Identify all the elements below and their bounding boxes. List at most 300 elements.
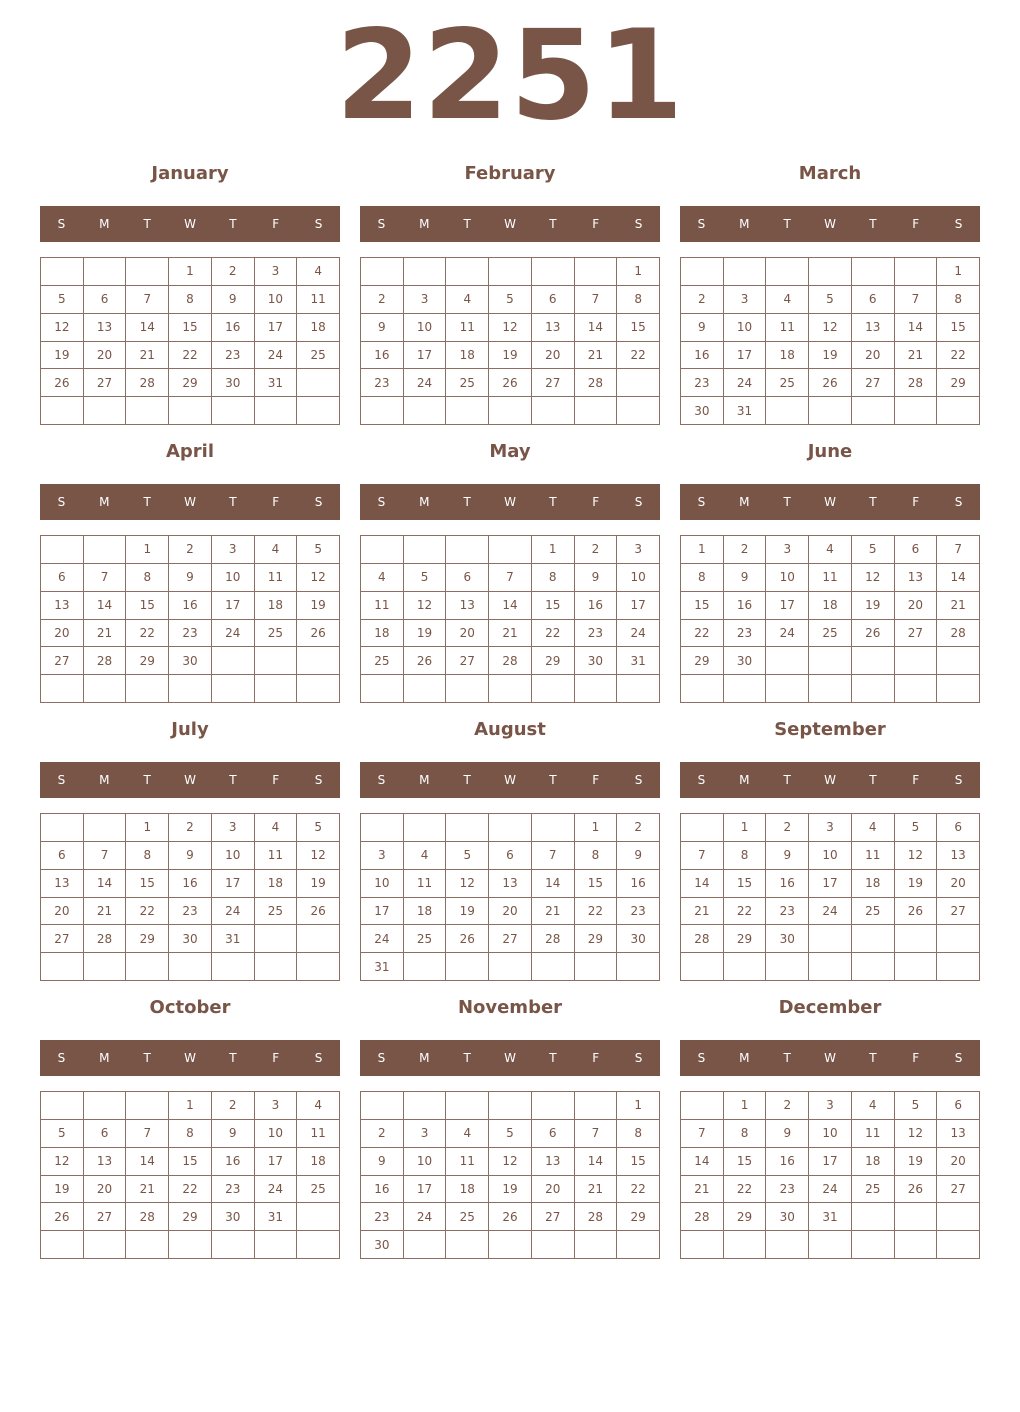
day-cell: 2 bbox=[169, 536, 212, 564]
weekday-header bbox=[40, 206, 340, 242]
empty-day-cell bbox=[681, 675, 724, 703]
day-grid bbox=[360, 813, 660, 981]
day-cell: 27 bbox=[895, 620, 938, 648]
day-cell: 12 bbox=[489, 314, 532, 342]
day-cell: 13 bbox=[41, 870, 84, 898]
day-cell: 30 bbox=[575, 647, 618, 675]
day-grid bbox=[680, 257, 980, 425]
day-cell: 18 bbox=[446, 342, 489, 370]
weekday-label: T bbox=[143, 773, 151, 787]
weekday-label: S bbox=[377, 773, 386, 787]
day-cell: 15 bbox=[937, 314, 980, 342]
weekday-header bbox=[40, 484, 340, 520]
day-cell: 14 bbox=[575, 1148, 618, 1176]
empty-day-cell bbox=[937, 1203, 980, 1231]
day-cell: 17 bbox=[212, 592, 255, 620]
day-cell: 23 bbox=[766, 898, 809, 926]
day-cell: 10 bbox=[212, 842, 255, 870]
empty-day-cell bbox=[895, 925, 938, 953]
day-cell: 14 bbox=[937, 564, 980, 592]
day-cell: 20 bbox=[84, 342, 127, 370]
day-cell: 24 bbox=[809, 898, 852, 926]
empty-day-cell bbox=[489, 536, 532, 564]
day-cell: 30 bbox=[617, 925, 660, 953]
weekday-label: M bbox=[99, 495, 110, 509]
empty-day-cell bbox=[766, 397, 809, 425]
weekday-label: W bbox=[824, 217, 836, 231]
day-cell: 15 bbox=[617, 1148, 660, 1176]
day-cell: 10 bbox=[724, 314, 767, 342]
weekday-label: S bbox=[954, 1051, 963, 1065]
day-cell: 11 bbox=[297, 286, 340, 314]
day-cell: 16 bbox=[724, 592, 767, 620]
day-cell: 18 bbox=[297, 314, 340, 342]
day-cell: 16 bbox=[169, 592, 212, 620]
day-cell: 13 bbox=[84, 1148, 127, 1176]
empty-day-cell bbox=[937, 675, 980, 703]
day-cell: 29 bbox=[575, 925, 618, 953]
weekday-label: T bbox=[229, 217, 237, 231]
weekday-label: M bbox=[419, 1051, 430, 1065]
empty-day-cell bbox=[681, 953, 724, 981]
month-name: December bbox=[778, 997, 882, 1018]
empty-day-cell bbox=[575, 953, 618, 981]
day-cell: 22 bbox=[126, 898, 169, 926]
weekday-label: S bbox=[57, 217, 66, 231]
empty-day-cell bbox=[766, 1231, 809, 1259]
empty-day-cell bbox=[489, 1092, 532, 1120]
empty-day-cell bbox=[41, 953, 84, 981]
weekday-label: F bbox=[912, 495, 920, 509]
weekday-label: T bbox=[463, 1051, 471, 1065]
day-cell: 11 bbox=[852, 1120, 895, 1148]
empty-day-cell bbox=[361, 814, 404, 842]
day-cell: 21 bbox=[84, 620, 127, 648]
day-cell: 22 bbox=[532, 620, 575, 648]
day-cell: 1 bbox=[617, 258, 660, 286]
day-cell: 15 bbox=[169, 314, 212, 342]
weekday-header bbox=[680, 484, 980, 520]
weekday-label: F bbox=[272, 217, 280, 231]
weekday-label: M bbox=[739, 773, 750, 787]
day-cell: 13 bbox=[489, 870, 532, 898]
day-cell: 19 bbox=[297, 592, 340, 620]
empty-day-cell bbox=[766, 675, 809, 703]
day-cell: 19 bbox=[41, 1176, 84, 1204]
day-cell: 16 bbox=[617, 870, 660, 898]
day-cell: 15 bbox=[575, 870, 618, 898]
day-cell: 25 bbox=[852, 898, 895, 926]
day-cell: 29 bbox=[169, 369, 212, 397]
day-cell: 10 bbox=[255, 286, 298, 314]
empty-day-cell bbox=[126, 1092, 169, 1120]
weekday-label: M bbox=[99, 1051, 110, 1065]
weekday-label: T bbox=[549, 773, 557, 787]
weekday-label: T bbox=[549, 495, 557, 509]
month-name: February bbox=[464, 163, 556, 184]
day-cell: 25 bbox=[446, 1203, 489, 1231]
empty-day-cell bbox=[532, 258, 575, 286]
day-cell: 8 bbox=[617, 1120, 660, 1148]
weekday-label: F bbox=[592, 773, 600, 787]
day-cell: 24 bbox=[404, 369, 447, 397]
day-cell: 28 bbox=[681, 925, 724, 953]
weekday-label: F bbox=[272, 495, 280, 509]
empty-day-cell bbox=[212, 675, 255, 703]
empty-day-cell bbox=[895, 1203, 938, 1231]
weekday-label: W bbox=[504, 495, 516, 509]
weekday-header bbox=[40, 1040, 340, 1076]
day-cell: 17 bbox=[809, 870, 852, 898]
day-cell: 6 bbox=[895, 536, 938, 564]
weekday-label: S bbox=[314, 1051, 323, 1065]
day-cell: 24 bbox=[617, 620, 660, 648]
day-cell: 7 bbox=[84, 564, 127, 592]
day-cell: 28 bbox=[937, 620, 980, 648]
empty-day-cell bbox=[169, 675, 212, 703]
day-cell: 21 bbox=[532, 898, 575, 926]
empty-day-cell bbox=[895, 675, 938, 703]
day-cell: 18 bbox=[809, 592, 852, 620]
day-cell: 1 bbox=[169, 258, 212, 286]
empty-day-cell bbox=[297, 1231, 340, 1259]
empty-day-cell bbox=[41, 258, 84, 286]
month-name: January bbox=[151, 163, 229, 184]
day-cell: 26 bbox=[404, 647, 447, 675]
day-cell: 25 bbox=[361, 647, 404, 675]
day-cell: 5 bbox=[489, 1120, 532, 1148]
empty-day-cell bbox=[361, 675, 404, 703]
day-cell: 3 bbox=[255, 1092, 298, 1120]
empty-day-cell bbox=[404, 1231, 447, 1259]
empty-day-cell bbox=[532, 953, 575, 981]
day-cell: 18 bbox=[255, 592, 298, 620]
day-cell: 13 bbox=[446, 592, 489, 620]
day-cell: 1 bbox=[575, 814, 618, 842]
day-cell: 6 bbox=[489, 842, 532, 870]
day-cell: 26 bbox=[446, 925, 489, 953]
day-cell: 13 bbox=[937, 842, 980, 870]
day-cell: 19 bbox=[404, 620, 447, 648]
empty-day-cell bbox=[41, 536, 84, 564]
empty-day-cell bbox=[297, 369, 340, 397]
day-cell: 19 bbox=[489, 1176, 532, 1204]
day-cell: 5 bbox=[809, 286, 852, 314]
day-cell: 8 bbox=[575, 842, 618, 870]
day-cell: 24 bbox=[212, 620, 255, 648]
weekday-header bbox=[680, 1040, 980, 1076]
empty-day-cell bbox=[404, 536, 447, 564]
day-cell: 24 bbox=[809, 1176, 852, 1204]
day-cell: 1 bbox=[126, 814, 169, 842]
day-cell: 26 bbox=[489, 369, 532, 397]
day-cell: 30 bbox=[212, 369, 255, 397]
day-cell: 19 bbox=[41, 342, 84, 370]
empty-day-cell bbox=[489, 675, 532, 703]
day-cell: 22 bbox=[169, 1176, 212, 1204]
day-cell: 12 bbox=[895, 842, 938, 870]
weekday-label: S bbox=[57, 1051, 66, 1065]
empty-day-cell bbox=[404, 258, 447, 286]
weekday-label: T bbox=[143, 1051, 151, 1065]
day-cell: 1 bbox=[724, 1092, 767, 1120]
empty-day-cell bbox=[809, 1231, 852, 1259]
day-cell: 8 bbox=[532, 564, 575, 592]
day-cell: 28 bbox=[895, 369, 938, 397]
empty-day-cell bbox=[852, 647, 895, 675]
day-cell: 31 bbox=[255, 1203, 298, 1231]
day-cell: 1 bbox=[126, 536, 169, 564]
empty-day-cell bbox=[489, 814, 532, 842]
day-cell: 21 bbox=[575, 1176, 618, 1204]
day-cell: 25 bbox=[852, 1176, 895, 1204]
day-cell: 2 bbox=[766, 814, 809, 842]
weekday-label: T bbox=[869, 773, 877, 787]
day-cell: 31 bbox=[212, 925, 255, 953]
month-name: August bbox=[474, 719, 546, 740]
weekday-header bbox=[680, 206, 980, 242]
day-cell: 28 bbox=[489, 647, 532, 675]
empty-day-cell bbox=[895, 397, 938, 425]
weekday-label: W bbox=[184, 217, 196, 231]
day-cell: 7 bbox=[126, 286, 169, 314]
day-cell: 20 bbox=[84, 1176, 127, 1204]
day-cell: 28 bbox=[532, 925, 575, 953]
weekday-label: M bbox=[739, 1051, 750, 1065]
weekday-label: S bbox=[314, 217, 323, 231]
day-cell: 19 bbox=[852, 592, 895, 620]
day-cell: 14 bbox=[532, 870, 575, 898]
day-cell: 16 bbox=[361, 1176, 404, 1204]
day-cell: 11 bbox=[446, 1148, 489, 1176]
weekday-label: F bbox=[912, 1051, 920, 1065]
day-cell: 12 bbox=[297, 564, 340, 592]
day-cell: 11 bbox=[446, 314, 489, 342]
weekday-label: S bbox=[954, 217, 963, 231]
day-cell: 4 bbox=[297, 1092, 340, 1120]
empty-day-cell bbox=[446, 1092, 489, 1120]
day-cell: 30 bbox=[212, 1203, 255, 1231]
empty-day-cell bbox=[297, 675, 340, 703]
day-cell: 20 bbox=[852, 342, 895, 370]
weekday-label: F bbox=[592, 1051, 600, 1065]
day-cell: 17 bbox=[404, 1176, 447, 1204]
month-name: July bbox=[171, 719, 209, 740]
day-cell: 10 bbox=[404, 314, 447, 342]
day-cell: 9 bbox=[575, 564, 618, 592]
day-cell: 3 bbox=[809, 814, 852, 842]
weekday-label: S bbox=[377, 217, 386, 231]
day-cell: 8 bbox=[169, 1120, 212, 1148]
day-cell: 20 bbox=[41, 898, 84, 926]
month-name: October bbox=[149, 997, 231, 1018]
day-cell: 21 bbox=[681, 1176, 724, 1204]
empty-day-cell bbox=[575, 258, 618, 286]
day-cell: 20 bbox=[532, 1176, 575, 1204]
weekday-label: F bbox=[272, 773, 280, 787]
empty-day-cell bbox=[852, 397, 895, 425]
weekday-label: F bbox=[272, 1051, 280, 1065]
empty-day-cell bbox=[361, 1092, 404, 1120]
empty-day-cell bbox=[446, 536, 489, 564]
day-cell: 11 bbox=[255, 842, 298, 870]
weekday-label: T bbox=[463, 773, 471, 787]
empty-day-cell bbox=[404, 953, 447, 981]
day-cell: 18 bbox=[255, 870, 298, 898]
day-cell: 1 bbox=[169, 1092, 212, 1120]
day-cell: 3 bbox=[404, 286, 447, 314]
day-cell: 26 bbox=[809, 369, 852, 397]
day-cell: 6 bbox=[41, 564, 84, 592]
day-cell: 21 bbox=[895, 342, 938, 370]
day-cell: 20 bbox=[41, 620, 84, 648]
empty-day-cell bbox=[297, 647, 340, 675]
empty-day-cell bbox=[809, 925, 852, 953]
day-cell: 4 bbox=[852, 1092, 895, 1120]
day-cell: 14 bbox=[489, 592, 532, 620]
empty-day-cell bbox=[446, 397, 489, 425]
day-cell: 15 bbox=[169, 1148, 212, 1176]
weekday-label: S bbox=[954, 773, 963, 787]
empty-day-cell bbox=[532, 675, 575, 703]
day-cell: 23 bbox=[617, 898, 660, 926]
empty-day-cell bbox=[895, 647, 938, 675]
day-cell: 15 bbox=[681, 592, 724, 620]
empty-day-cell bbox=[489, 397, 532, 425]
weekday-label: M bbox=[739, 495, 750, 509]
day-cell: 27 bbox=[41, 647, 84, 675]
empty-day-cell bbox=[489, 258, 532, 286]
weekday-label: T bbox=[463, 217, 471, 231]
day-cell: 1 bbox=[681, 536, 724, 564]
day-cell: 20 bbox=[532, 342, 575, 370]
empty-day-cell bbox=[446, 953, 489, 981]
day-cell: 6 bbox=[532, 1120, 575, 1148]
empty-day-cell bbox=[404, 397, 447, 425]
day-cell: 3 bbox=[212, 814, 255, 842]
day-cell: 22 bbox=[724, 898, 767, 926]
day-grid bbox=[360, 535, 660, 703]
weekday-label: S bbox=[634, 495, 643, 509]
day-cell: 13 bbox=[532, 1148, 575, 1176]
day-cell: 27 bbox=[852, 369, 895, 397]
day-grid bbox=[40, 1091, 340, 1259]
day-cell: 31 bbox=[724, 397, 767, 425]
empty-day-cell bbox=[446, 1231, 489, 1259]
day-cell: 2 bbox=[575, 536, 618, 564]
empty-day-cell bbox=[937, 397, 980, 425]
empty-day-cell bbox=[809, 258, 852, 286]
empty-day-cell bbox=[297, 925, 340, 953]
day-cell: 28 bbox=[84, 647, 127, 675]
day-cell: 23 bbox=[212, 342, 255, 370]
day-cell: 4 bbox=[361, 564, 404, 592]
empty-day-cell bbox=[404, 814, 447, 842]
day-cell: 3 bbox=[766, 536, 809, 564]
day-cell: 16 bbox=[361, 342, 404, 370]
day-cell: 17 bbox=[404, 342, 447, 370]
day-cell: 22 bbox=[937, 342, 980, 370]
day-cell: 27 bbox=[84, 369, 127, 397]
day-cell: 26 bbox=[489, 1203, 532, 1231]
day-cell: 28 bbox=[575, 1203, 618, 1231]
day-cell: 24 bbox=[212, 898, 255, 926]
day-cell: 10 bbox=[404, 1148, 447, 1176]
day-cell: 22 bbox=[681, 620, 724, 648]
day-cell: 10 bbox=[212, 564, 255, 592]
day-cell: 9 bbox=[212, 286, 255, 314]
day-cell: 14 bbox=[681, 870, 724, 898]
day-cell: 14 bbox=[126, 314, 169, 342]
day-cell: 28 bbox=[126, 369, 169, 397]
empty-day-cell bbox=[852, 675, 895, 703]
day-cell: 30 bbox=[169, 925, 212, 953]
weekday-label: W bbox=[504, 773, 516, 787]
weekday-label: F bbox=[912, 773, 920, 787]
day-cell: 24 bbox=[255, 1176, 298, 1204]
day-cell: 29 bbox=[126, 647, 169, 675]
day-cell: 27 bbox=[489, 925, 532, 953]
day-cell: 23 bbox=[212, 1176, 255, 1204]
day-cell: 18 bbox=[361, 620, 404, 648]
day-cell: 10 bbox=[809, 842, 852, 870]
day-cell: 6 bbox=[41, 842, 84, 870]
day-cell: 24 bbox=[724, 369, 767, 397]
day-cell: 13 bbox=[532, 314, 575, 342]
empty-day-cell bbox=[532, 1092, 575, 1120]
day-cell: 30 bbox=[681, 397, 724, 425]
day-cell: 9 bbox=[212, 1120, 255, 1148]
empty-day-cell bbox=[575, 397, 618, 425]
day-cell: 21 bbox=[681, 898, 724, 926]
empty-day-cell bbox=[532, 1231, 575, 1259]
day-cell: 2 bbox=[724, 536, 767, 564]
empty-day-cell bbox=[297, 1203, 340, 1231]
day-cell: 4 bbox=[446, 286, 489, 314]
day-cell: 4 bbox=[852, 814, 895, 842]
day-cell: 24 bbox=[255, 342, 298, 370]
day-grid bbox=[680, 1091, 980, 1259]
weekday-label: F bbox=[912, 217, 920, 231]
empty-day-cell bbox=[895, 258, 938, 286]
day-cell: 11 bbox=[766, 314, 809, 342]
empty-day-cell bbox=[724, 675, 767, 703]
day-cell: 9 bbox=[361, 1148, 404, 1176]
day-cell: 17 bbox=[809, 1148, 852, 1176]
day-cell: 18 bbox=[297, 1148, 340, 1176]
day-cell: 14 bbox=[681, 1148, 724, 1176]
empty-day-cell bbox=[255, 647, 298, 675]
empty-day-cell bbox=[809, 647, 852, 675]
day-cell: 26 bbox=[41, 1203, 84, 1231]
day-cell: 11 bbox=[361, 592, 404, 620]
day-cell: 26 bbox=[852, 620, 895, 648]
empty-day-cell bbox=[169, 953, 212, 981]
day-cell: 20 bbox=[937, 870, 980, 898]
day-cell: 5 bbox=[41, 1120, 84, 1148]
day-cell: 26 bbox=[297, 620, 340, 648]
day-cell: 13 bbox=[895, 564, 938, 592]
day-cell: 6 bbox=[532, 286, 575, 314]
day-cell: 14 bbox=[126, 1148, 169, 1176]
empty-day-cell bbox=[84, 814, 127, 842]
empty-day-cell bbox=[809, 953, 852, 981]
day-grid bbox=[360, 1091, 660, 1259]
day-cell: 28 bbox=[681, 1203, 724, 1231]
day-cell: 6 bbox=[937, 1092, 980, 1120]
day-cell: 7 bbox=[126, 1120, 169, 1148]
day-cell: 23 bbox=[575, 620, 618, 648]
